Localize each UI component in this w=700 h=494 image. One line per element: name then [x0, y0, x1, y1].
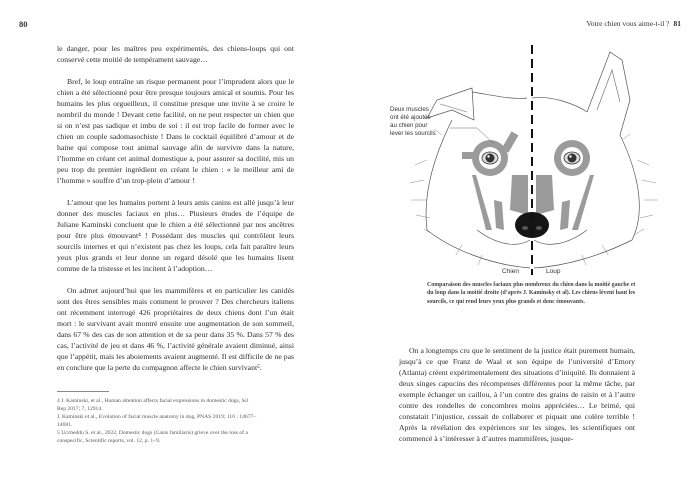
callout-line-4: lever les sourcils: [390, 130, 436, 137]
paragraph-right-1: On a longtemps cru que le sentiment de la justice était purement humain, jusqu’à ce que Franz de Waal et son équipe de l’université d’Emory (Atlanta) créent expérimentalement des situations d’iniquité. Ils donnaient à deux singes capucins des récompenses différentes pour la même tâche, par exemple échanger un caillou, à l’un contre des grains de raisin et à l’autre contre des rondelles de concombres moins appréciées… Le brimé, qui constatait l’injustice, cessait de collaborer et piquait une colère terrible ! Après la révélation des expériences sur les singes, les scientifiques ont commencé à s’intéresser à d’autres mammifères, jusque-: [399, 346, 635, 443]
footnote-4b: J. Kaminski et al., Evolution of facial muscle anatomy in dog, PNAS 2019; 116 : 14677–14681.: [57, 414, 257, 428]
footnotes: [57, 397, 257, 445]
dog-wolf-face-figure: [382, 40, 682, 280]
footnote-rule: [57, 391, 109, 392]
label-chien: Chien: [502, 268, 519, 275]
figure-caption: Comparaison des muscles faciaux plus nombreux du chien dans la moitié gauche et du loup dans la moitié droite (d’après J. Kaminsky et al). Les chiens lèvent haut les sourcils, ce qui rend leurs yeux plus grands et donc émouvants.: [427, 282, 636, 305]
dog-wolf-illustration: [382, 40, 682, 280]
paragraph-3: L’amour que les humains portent à leurs amis canins est allé jusqu’à leur donner des muscles faciaux en plus… Plusieurs études de l’équipe de Juliane Kaminski concluent que le chien a été sélectionné par nos ancêtres pour être plus émouvant⁴ ! Possédant des muscles qui contrôlent leurs sourcils internes et qui n’existent pas chez les loups, cela fait paraître leurs yeux plus grands et leur donne un regard désolé que les humains lisent comme de la tristesse et les incitent à l’adoption…: [57, 198, 294, 273]
paragraph-4: On admet aujourd’hui que les mammifères et en particulier les canidés sont des êtres sensibles mais comment le prouver ? Des chercheurs italiens ont récemment interrogé 426 propriétaires de deux chiens dont l’un était mort : le survivant avait montré ensuite une augmentation de son sommeil, dans 67 % des cas de son attention et de sa peur dans 35 %. Dans 57 % des cas, l’activité de jeu et dans 46 %, l’activité générale avaient diminué, ainsi que l’appétit, mais les aboiements avaient augmenté. Il est difficile de ne pas en conclure que la perte du compagnon affecte le chien survivant⁵.: [57, 286, 294, 372]
paragraph-2: Bref, le loup entraîne un risque permanent pour l’imprudent alors que le chien a été sélectionné pour être presque toujours amical et soumis. Pour les humains les plus orgueilleux, il constitue presque une invite à se croire le nombril du monde ! Devant cette facilité, on ne peut respecter un chien que si on n’est pas sadique et imbu de soi : il est trop facile de former avec le chien un couple sadomasochiste ! Dans le cocktail équilibré d’amour et de haine qui compose tout animal sauvage afin de survivre dans la nature, l’homme en créant cet animal domestique a, pour assurer sa docilité, mis un peu trop du premier ingrédient en créant le chien : « le meilleur ami de l’homme » souffre d’un trop-plein d’amour !: [57, 77, 294, 185]
callout-line-2: ont été ajoutés: [390, 114, 431, 121]
footnote-5: 5 Uccheddu S. et al., 2022, Domestic dogs (Canis familiaris) grieve over the loss of a conspecific, Scientific reports, vol. 12, p. 1–9.: [57, 430, 248, 444]
footnote-4a: 4 J. Kaminski, et al., Human attention affects facial expressions in domestic dogs, Sci Rep 2017; 7, 12914.: [57, 398, 249, 412]
callout-line-1: Deux muscles: [390, 106, 429, 113]
label-loup: Loup: [546, 268, 561, 275]
callout-line-3: au chien pour: [390, 122, 428, 129]
paragraph-1: le danger, pour les maîtres peu expérimentés, des chiens-loups qui ont conservé cette moitié de tempérament sauvage…: [57, 44, 294, 64]
running-head: [586, 19, 681, 28]
right-page: [350, 0, 700, 494]
right-body-text: [399, 345, 635, 455]
page-number-left: 80: [19, 19, 28, 29]
page-number-right: 81: [673, 19, 681, 28]
left-body-text: [57, 43, 294, 384]
figure-callout: [390, 106, 436, 138]
running-head-title: Votre chien vous aime-t-il ?: [586, 19, 670, 28]
